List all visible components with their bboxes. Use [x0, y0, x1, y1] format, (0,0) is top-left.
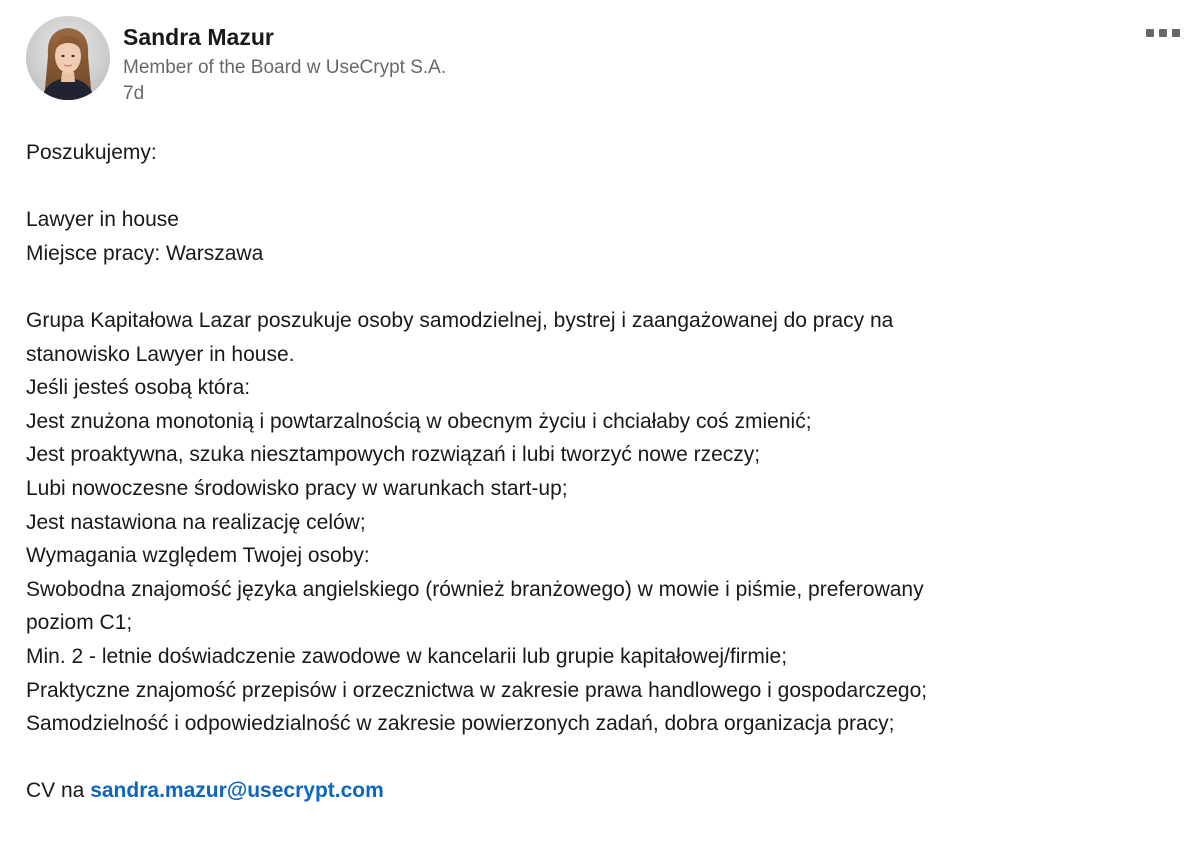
commentary-line: stanowisko Lawyer in house.: [26, 342, 295, 366]
commentary-line: Jest nastawiona na realizację celów;: [26, 510, 366, 534]
commentary-line: Swobodna znajomość języka angielskiego (również branżowego) w mowie i piśmie, preferowany: [26, 577, 924, 601]
profile-photo-icon: [26, 16, 110, 100]
commentary-line: Poszukujemy:: [26, 141, 157, 164]
commentary-line: Praktyczne znajomość przepisów i orzecznictwa w zakresie prawa handlowego i gospodarczego;: [26, 678, 928, 702]
commentary-line: Jeśli jesteś osobą która:: [26, 376, 251, 400]
cv-line: [26, 774, 1176, 808]
actor-headline: Member of the Board w UseCrypt S.A.: [123, 57, 447, 78]
commentary-line: Jest znużona monotonią i powtarzalnością w obecnym życiu i chciałaby coś zmienić;: [26, 409, 812, 433]
commentary-line: Wymagania względem Twojej osoby:: [26, 544, 370, 568]
commentary-line: Miejsce pracy: Warszawa: [26, 241, 264, 265]
commentary-line: Jest proaktywna, szuka niesztampowych rozwiązań i lubi tworzyć nowe rzeczy;: [26, 443, 761, 467]
commentary-line: Min. 2 - letnie doświadczenie zawodowe w kancelarii lub grupie kapitałowej/firmie;: [26, 644, 788, 668]
blank-line: [26, 170, 1176, 204]
commentary-line: Lawyer in house: [26, 208, 179, 232]
cv-prefix: CV na: [26, 779, 91, 803]
cv-email-link[interactable]: sandra.mazur@usecrypt.com: [90, 779, 384, 803]
more-options-button[interactable]: [1138, 20, 1188, 46]
more-horizontal-icon: [1146, 29, 1180, 37]
commentary-line: Lubi nowoczesne środowisko pracy w warunkach start-up;: [26, 476, 568, 500]
commentary-line: Samodzielność i odpowiedzialność w zakresie powierzonych zadań, dobra organizacja pracy;: [26, 712, 895, 736]
actor-avatar[interactable]: [26, 16, 110, 100]
blank-line: [26, 741, 1176, 775]
blank-line: [26, 270, 1176, 304]
commentary-line: Grupa Kapitałowa Lazar poszukuje osoby samodzielnej, bystrej i zaangażowanej do pracy na: [26, 308, 894, 332]
commentary-line: poziom C1;: [26, 611, 133, 635]
actor-info: [123, 22, 446, 107]
actor-name[interactable]: Sandra Mazur: [123, 24, 274, 50]
commentary-lines: [26, 136, 1176, 774]
post-timestamp: 7d: [123, 83, 145, 104]
post-commentary: [26, 136, 1176, 808]
